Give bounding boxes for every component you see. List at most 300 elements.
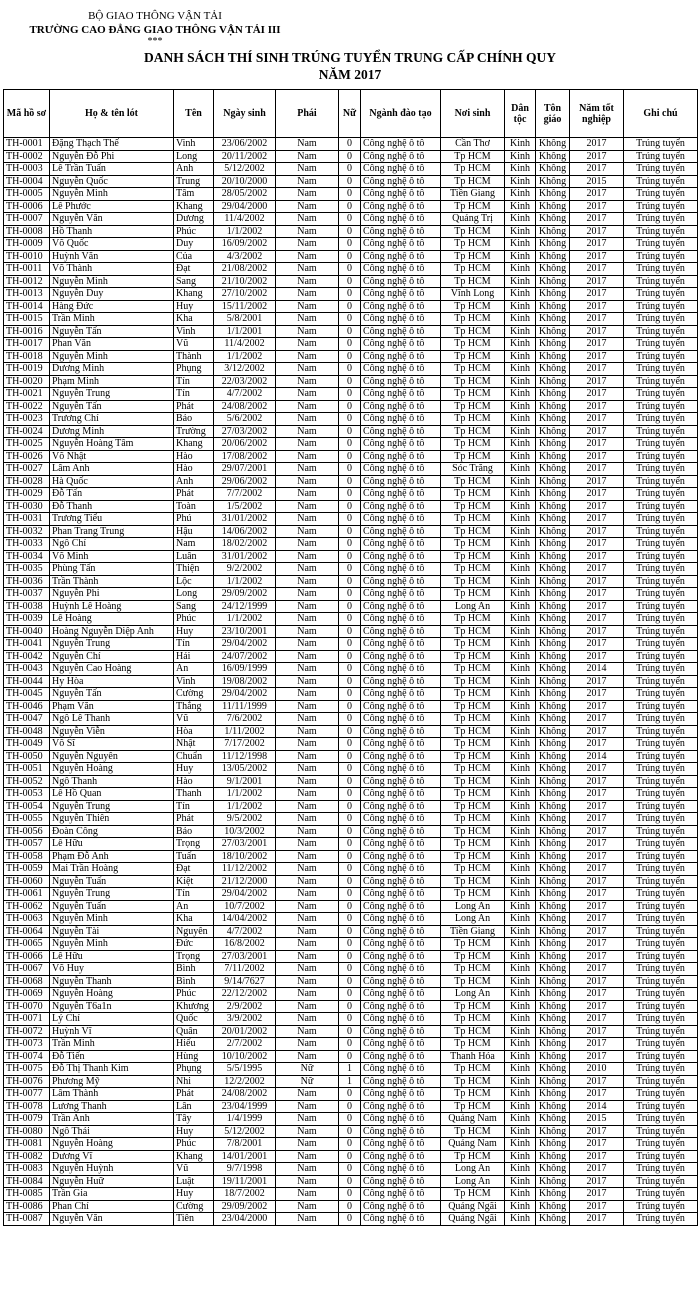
cell-nu: 0 — [339, 438, 361, 451]
cell-ma-ho-so: TH-0027 — [4, 463, 50, 476]
table-row — [4, 913, 698, 926]
cell-phai: Nam — [276, 638, 339, 651]
cell-ho-ten-lot: Trần Minh — [50, 1038, 174, 1051]
table-row — [4, 625, 698, 638]
cell-ho-ten-lot: Nguyễn Minh — [50, 913, 174, 926]
cell-ton-giao: Không — [536, 800, 570, 813]
cell-nu: 0 — [339, 850, 361, 863]
cell-nu: 0 — [339, 388, 361, 401]
cell-nam-tot-nghiep: 2017 — [570, 500, 624, 513]
cell-ghi-chu: Trúng tuyển — [624, 425, 698, 438]
cell-ho-ten-lot: Nguyễn Đỗ Phi — [50, 150, 174, 163]
cell-phai: Nam — [276, 425, 339, 438]
cell-ho-ten-lot: Phan Chí — [50, 1200, 174, 1213]
cell-ho-ten-lot: Nguyễn Trung — [50, 800, 174, 813]
cell-nam-tot-nghiep: 2017 — [570, 338, 624, 351]
cell-phai: Nam — [276, 1100, 339, 1113]
cell-ton-giao: Không — [536, 188, 570, 201]
cell-phai: Nam — [276, 1138, 339, 1151]
cell-ton-giao: Không — [536, 513, 570, 526]
cell-dan-toc: Kinh — [505, 400, 536, 413]
cell-dan-toc: Kinh — [505, 575, 536, 588]
cell-dan-toc: Kinh — [505, 913, 536, 926]
table-row — [4, 563, 698, 576]
cell-nu: 0 — [339, 925, 361, 938]
cell-nganh-dao-tao: Công nghệ ô tô — [361, 425, 441, 438]
cell-dan-toc: Kinh — [505, 363, 536, 376]
cell-nganh-dao-tao: Công nghệ ô tô — [361, 238, 441, 251]
cell-phai: Nam — [276, 825, 339, 838]
cell-ten: Thắng — [174, 700, 214, 713]
cell-nam-tot-nghiep: 2017 — [570, 925, 624, 938]
table-row — [4, 575, 698, 588]
cell-noi-sinh: Quảng Nam — [441, 1113, 505, 1126]
table-row — [4, 1125, 698, 1138]
cell-nu: 0 — [339, 1125, 361, 1138]
cell-ghi-chu: Trúng tuyển — [624, 788, 698, 801]
cell-ngay-sinh: 3/12/2002 — [214, 363, 276, 376]
cell-ma-ho-so: TH-0020 — [4, 375, 50, 388]
cell-ten: Tây — [174, 1113, 214, 1126]
cell-ho-ten-lot: Nguyễn Văn — [50, 1213, 174, 1226]
cell-ngay-sinh: 11/4/2002 — [214, 338, 276, 351]
cell-nu: 0 — [339, 363, 361, 376]
cell-nganh-dao-tao: Công nghệ ô tô — [361, 338, 441, 351]
cell-ghi-chu: Trúng tuyển — [624, 538, 698, 551]
cell-ho-ten-lot: Dương Vĩ — [50, 1150, 174, 1163]
cell-noi-sinh: Tp HCM — [441, 800, 505, 813]
cell-nam-tot-nghiep: 2017 — [570, 713, 624, 726]
cell-ho-ten-lot: Võ Nhật — [50, 450, 174, 463]
cell-noi-sinh: Tp HCM — [441, 263, 505, 276]
cell-ma-ho-so: TH-0043 — [4, 663, 50, 676]
cell-ho-ten-lot: Lê Hữu — [50, 950, 174, 963]
cell-noi-sinh: Quảng Nam — [441, 1138, 505, 1151]
cell-nu: 0 — [339, 988, 361, 1001]
cell-ghi-chu: Trúng tuyển — [624, 988, 698, 1001]
cell-ma-ho-so: TH-0004 — [4, 175, 50, 188]
cell-ton-giao: Không — [536, 625, 570, 638]
cell-noi-sinh: Tp HCM — [441, 388, 505, 401]
cell-ton-giao: Không — [536, 1150, 570, 1163]
cell-ten: Hiếu — [174, 1038, 214, 1051]
cell-dan-toc: Kinh — [505, 675, 536, 688]
cell-dan-toc: Kinh — [505, 688, 536, 701]
cell-ngay-sinh: 1/1/2002 — [214, 613, 276, 626]
cell-phai: Nam — [276, 338, 339, 351]
cell-nam-tot-nghiep: 2017 — [570, 813, 624, 826]
cell-phai: Nam — [276, 588, 339, 601]
cell-nam-tot-nghiep: 2017 — [570, 238, 624, 251]
cell-ton-giao: Không — [536, 950, 570, 963]
cell-phai: Nam — [276, 963, 339, 976]
col-ten-header: Tên — [174, 90, 214, 138]
cell-ghi-chu: Trúng tuyển — [624, 1063, 698, 1076]
cell-dan-toc: Kinh — [505, 138, 536, 151]
cell-ghi-chu: Trúng tuyển — [624, 275, 698, 288]
cell-nam-tot-nghiep: 2017 — [570, 700, 624, 713]
cell-ton-giao: Không — [536, 238, 570, 251]
cell-nam-tot-nghiep: 2015 — [570, 1113, 624, 1126]
cell-dan-toc: Kinh — [505, 550, 536, 563]
cell-nam-tot-nghiep: 2017 — [570, 575, 624, 588]
cell-ho-ten-lot: Hà Quốc — [50, 475, 174, 488]
cell-ten: Tín — [174, 800, 214, 813]
table-row — [4, 825, 698, 838]
cell-ho-ten-lot: Nguyễn Tấn — [50, 400, 174, 413]
cell-dan-toc: Kinh — [505, 263, 536, 276]
cell-ma-ho-so: TH-0048 — [4, 725, 50, 738]
cell-ten: Lân — [174, 1100, 214, 1113]
cell-ngay-sinh: 18/02/2002 — [214, 538, 276, 551]
cell-phai: Nam — [276, 488, 339, 501]
cell-dan-toc: Kinh — [505, 950, 536, 963]
cell-ghi-chu: Trúng tuyển — [624, 650, 698, 663]
cell-ho-ten-lot: Trương Chí — [50, 413, 174, 426]
cell-nam-tot-nghiep: 2017 — [570, 1088, 624, 1101]
cell-nganh-dao-tao: Công nghệ ô tô — [361, 800, 441, 813]
table-row — [4, 1013, 698, 1026]
cell-nam-tot-nghiep: 2017 — [570, 313, 624, 326]
cell-nam-tot-nghiep: 2017 — [570, 1163, 624, 1176]
cell-nganh-dao-tao: Công nghệ ô tô — [361, 738, 441, 751]
cell-nganh-dao-tao: Công nghệ ô tô — [361, 525, 441, 538]
cell-ton-giao: Không — [536, 525, 570, 538]
cell-phai: Nam — [276, 1163, 339, 1176]
cell-phai: Nam — [276, 788, 339, 801]
cell-nganh-dao-tao: Công nghệ ô tô — [361, 725, 441, 738]
table-row — [4, 588, 698, 601]
col-ton-giao-header: Tôn giáo — [536, 90, 570, 138]
cell-ho-ten-lot: Trần Minh — [50, 313, 174, 326]
table-row — [4, 688, 698, 701]
table-row — [4, 1200, 698, 1213]
cell-dan-toc: Kinh — [505, 425, 536, 438]
cell-ton-giao: Không — [536, 775, 570, 788]
cell-nu: 0 — [339, 975, 361, 988]
cell-noi-sinh: Tp HCM — [441, 1188, 505, 1201]
cell-ton-giao: Không — [536, 388, 570, 401]
cell-ton-giao: Không — [536, 825, 570, 838]
table-row — [4, 150, 698, 163]
cell-nam-tot-nghiep: 2017 — [570, 888, 624, 901]
cell-nu: 0 — [339, 813, 361, 826]
cell-phai: Nam — [276, 325, 339, 338]
cell-nam-tot-nghiep: 2017 — [570, 300, 624, 313]
cell-nam-tot-nghiep: 2017 — [570, 1050, 624, 1063]
table-row — [4, 413, 698, 426]
cell-noi-sinh: Tp HCM — [441, 738, 505, 751]
cell-noi-sinh: Tp HCM — [441, 163, 505, 176]
cell-ho-ten-lot: Lý Chí — [50, 1013, 174, 1026]
cell-noi-sinh: Tp HCM — [441, 850, 505, 863]
cell-noi-sinh: Tp HCM — [441, 725, 505, 738]
cell-phai: Nam — [276, 850, 339, 863]
cell-nu: 0 — [339, 1175, 361, 1188]
cell-ten: Huy — [174, 300, 214, 313]
cell-ngay-sinh: 13/05/2002 — [214, 763, 276, 776]
cell-ten: Hậu — [174, 525, 214, 538]
cell-ton-giao: Không — [536, 200, 570, 213]
cell-ma-ho-so: TH-0013 — [4, 288, 50, 301]
cell-nganh-dao-tao: Công nghệ ô tô — [361, 688, 441, 701]
cell-phai: Nam — [276, 863, 339, 876]
cell-nu: 0 — [339, 625, 361, 638]
cell-ngay-sinh: 16/8/2002 — [214, 938, 276, 951]
cell-nganh-dao-tao: Công nghệ ô tô — [361, 850, 441, 863]
col-noi-sinh-header: Nơi sinh — [441, 90, 505, 138]
cell-noi-sinh: Tp HCM — [441, 1063, 505, 1076]
cell-ma-ho-so: TH-0034 — [4, 550, 50, 563]
cell-nganh-dao-tao: Công nghệ ô tô — [361, 275, 441, 288]
cell-phai: Nam — [276, 138, 339, 151]
cell-nu: 0 — [339, 1200, 361, 1213]
cell-nganh-dao-tao: Công nghệ ô tô — [361, 975, 441, 988]
cell-nganh-dao-tao: Công nghệ ô tô — [361, 763, 441, 776]
cell-ngay-sinh: 23/04/2000 — [214, 1213, 276, 1226]
cell-noi-sinh: Tp HCM — [441, 1025, 505, 1038]
cell-nam-tot-nghiep: 2017 — [570, 738, 624, 751]
cell-ten: Hào — [174, 463, 214, 476]
cell-ma-ho-so: TH-0001 — [4, 138, 50, 151]
cell-ma-ho-so: TH-0042 — [4, 650, 50, 663]
cell-phai: Nam — [276, 375, 339, 388]
cell-nganh-dao-tao: Công nghệ ô tô — [361, 250, 441, 263]
cell-ghi-chu: Trúng tuyển — [624, 813, 698, 826]
cell-dan-toc: Kinh — [505, 563, 536, 576]
cell-phai: Nam — [276, 363, 339, 376]
cell-ma-ho-so: TH-0024 — [4, 425, 50, 438]
cell-nu: 0 — [339, 1013, 361, 1026]
cell-nganh-dao-tao: Công nghệ ô tô — [361, 775, 441, 788]
cell-phai: Nam — [276, 725, 339, 738]
cell-ngay-sinh: 11/11/1999 — [214, 700, 276, 713]
cell-nam-tot-nghiep: 2017 — [570, 863, 624, 876]
cell-ngay-sinh: 29/04/2000 — [214, 200, 276, 213]
cell-ten: Tín — [174, 638, 214, 651]
cell-ngay-sinh: 22/12/2002 — [214, 988, 276, 1001]
cell-ho-ten-lot: Trần Gia — [50, 1188, 174, 1201]
cell-nam-tot-nghiep: 2017 — [570, 350, 624, 363]
cell-phai: Nam — [276, 388, 339, 401]
cell-ten: Anh — [174, 163, 214, 176]
cell-nu: 0 — [339, 950, 361, 963]
cell-nam-tot-nghiep: 2017 — [570, 275, 624, 288]
table-row — [4, 1175, 698, 1188]
cell-ngay-sinh: 10/3/2002 — [214, 825, 276, 838]
cell-ngay-sinh: 1/1/2002 — [214, 225, 276, 238]
cell-ho-ten-lot: Nguyễn Tấn — [50, 325, 174, 338]
cell-dan-toc: Kinh — [505, 313, 536, 326]
cell-noi-sinh: Vĩnh Long — [441, 288, 505, 301]
cell-ghi-chu: Trúng tuyển — [624, 500, 698, 513]
cell-ton-giao: Không — [536, 1113, 570, 1126]
cell-ngay-sinh: 1/4/1999 — [214, 1113, 276, 1126]
cell-ton-giao: Không — [536, 975, 570, 988]
cell-ghi-chu: Trúng tuyển — [624, 1200, 698, 1213]
cell-ton-giao: Không — [536, 1013, 570, 1026]
cell-ton-giao: Không — [536, 788, 570, 801]
cell-ma-ho-so: TH-0009 — [4, 238, 50, 251]
cell-noi-sinh: Tp HCM — [441, 713, 505, 726]
cell-ghi-chu: Trúng tuyển — [624, 188, 698, 201]
cell-nganh-dao-tao: Công nghệ ô tô — [361, 575, 441, 588]
cell-ngay-sinh: 27/10/2002 — [214, 288, 276, 301]
cell-nam-tot-nghiep: 2017 — [570, 425, 624, 438]
cell-ton-giao: Không — [536, 913, 570, 926]
table-row — [4, 550, 698, 563]
cell-ton-giao: Không — [536, 138, 570, 151]
cell-nganh-dao-tao: Công nghệ ô tô — [361, 638, 441, 651]
cell-nganh-dao-tao: Công nghệ ô tô — [361, 175, 441, 188]
cell-dan-toc: Kinh — [505, 963, 536, 976]
cell-phai: Nam — [276, 988, 339, 1001]
cell-ma-ho-so: TH-0036 — [4, 575, 50, 588]
cell-nganh-dao-tao: Công nghệ ô tô — [361, 1213, 441, 1226]
cell-noi-sinh: Tp HCM — [441, 750, 505, 763]
cell-ton-giao: Không — [536, 163, 570, 176]
cell-ghi-chu: Trúng tuyển — [624, 300, 698, 313]
cell-nganh-dao-tao: Công nghệ ô tô — [361, 1025, 441, 1038]
cell-nganh-dao-tao: Công nghệ ô tô — [361, 513, 441, 526]
cell-noi-sinh: Tp HCM — [441, 300, 505, 313]
table-row — [4, 1063, 698, 1076]
cell-nu: 0 — [339, 413, 361, 426]
cell-nu: 0 — [339, 725, 361, 738]
cell-noi-sinh: Long An — [441, 1163, 505, 1176]
cell-ghi-chu: Trúng tuyển — [624, 375, 698, 388]
cell-noi-sinh: Tp HCM — [441, 1150, 505, 1163]
cell-nam-tot-nghiep: 2017 — [570, 200, 624, 213]
cell-ten: Phụng — [174, 1063, 214, 1076]
cell-noi-sinh: Tp HCM — [441, 813, 505, 826]
cell-ghi-chu: Trúng tuyển — [624, 638, 698, 651]
cell-phai: Nam — [276, 275, 339, 288]
cell-ho-ten-lot: Đỗ Thanh — [50, 500, 174, 513]
cell-ten: Hùng — [174, 1050, 214, 1063]
cell-phai: Nam — [276, 438, 339, 451]
cell-dan-toc: Kinh — [505, 600, 536, 613]
cell-noi-sinh: Tp HCM — [441, 250, 505, 263]
cell-noi-sinh: Tp HCM — [441, 225, 505, 238]
cell-noi-sinh: Quảng Ngãi — [441, 1200, 505, 1213]
cell-nam-tot-nghiep: 2017 — [570, 913, 624, 926]
cell-ghi-chu: Trúng tuyển — [624, 200, 698, 213]
cell-ma-ho-so: TH-0065 — [4, 938, 50, 951]
table-row — [4, 200, 698, 213]
cell-ngay-sinh: 22/03/2002 — [214, 375, 276, 388]
cell-dan-toc: Kinh — [505, 750, 536, 763]
cell-dan-toc: Kinh — [505, 1175, 536, 1188]
cell-ghi-chu: Trúng tuyển — [624, 163, 698, 176]
cell-noi-sinh: Tp HCM — [441, 588, 505, 601]
cell-ten: Vũ — [174, 713, 214, 726]
table-row — [4, 400, 698, 413]
table-row — [4, 950, 698, 963]
cell-noi-sinh: Quảng Trị — [441, 213, 505, 226]
cell-nam-tot-nghiep: 2017 — [570, 788, 624, 801]
cell-ngay-sinh: 9/1/2001 — [214, 775, 276, 788]
cell-phai: Nam — [276, 175, 339, 188]
cell-ma-ho-so: TH-0047 — [4, 713, 50, 726]
cell-ten: Luân — [174, 550, 214, 563]
cell-ton-giao: Không — [536, 563, 570, 576]
cell-ho-ten-lot: Nguyễn Tài — [50, 925, 174, 938]
cell-dan-toc: Kinh — [505, 250, 536, 263]
cell-dan-toc: Kinh — [505, 1125, 536, 1138]
cell-ton-giao: Không — [536, 738, 570, 751]
cell-nam-tot-nghiep: 2017 — [570, 263, 624, 276]
cell-dan-toc: Kinh — [505, 438, 536, 451]
cell-ghi-chu: Trúng tuyển — [624, 1025, 698, 1038]
cell-dan-toc: Kinh — [505, 513, 536, 526]
cell-ma-ho-so: TH-0017 — [4, 338, 50, 351]
cell-phai: Nam — [276, 1125, 339, 1138]
cell-dan-toc: Kinh — [505, 775, 536, 788]
table-row — [4, 875, 698, 888]
cell-ghi-chu: Trúng tuyển — [624, 450, 698, 463]
cell-ghi-chu: Trúng tuyển — [624, 400, 698, 413]
cell-noi-sinh: Tp HCM — [441, 1075, 505, 1088]
cell-ghi-chu: Trúng tuyển — [624, 213, 698, 226]
cell-ton-giao: Không — [536, 838, 570, 851]
cell-ghi-chu: Trúng tuyển — [624, 1175, 698, 1188]
cell-ho-ten-lot: Hy Hòa — [50, 675, 174, 688]
cell-ton-giao: Không — [536, 350, 570, 363]
cell-nu: 0 — [339, 1088, 361, 1101]
cell-ten: Nhật — [174, 738, 214, 751]
cell-noi-sinh: Tp HCM — [441, 950, 505, 963]
cell-ma-ho-so: TH-0076 — [4, 1075, 50, 1088]
cell-nganh-dao-tao: Công nghệ ô tô — [361, 1038, 441, 1051]
cell-dan-toc: Kinh — [505, 825, 536, 838]
cell-nam-tot-nghiep: 2017 — [570, 138, 624, 151]
cell-ngay-sinh: 11/4/2002 — [214, 213, 276, 226]
cell-nam-tot-nghiep: 2017 — [570, 150, 624, 163]
cell-ten: Bảo — [174, 413, 214, 426]
cell-ma-ho-so: TH-0085 — [4, 1188, 50, 1201]
cell-nganh-dao-tao: Công nghệ ô tô — [361, 325, 441, 338]
cell-nganh-dao-tao: Công nghệ ô tô — [361, 300, 441, 313]
cell-noi-sinh: Tp HCM — [441, 275, 505, 288]
table-row — [4, 325, 698, 338]
cell-ngay-sinh: 4/7/2002 — [214, 388, 276, 401]
cell-dan-toc: Kinh — [505, 813, 536, 826]
cell-ho-ten-lot: Nguyễn Duy — [50, 288, 174, 301]
cell-ton-giao: Không — [536, 1050, 570, 1063]
cell-ho-ten-lot: Đoàn Công — [50, 825, 174, 838]
cell-ten: Tín — [174, 388, 214, 401]
cell-ma-ho-so: TH-0069 — [4, 988, 50, 1001]
cell-ngay-sinh: 20/06/2002 — [214, 438, 276, 451]
table-row — [4, 638, 698, 651]
cell-ho-ten-lot: Ngô Thanh — [50, 775, 174, 788]
cell-dan-toc: Kinh — [505, 925, 536, 938]
cell-nu: 0 — [339, 575, 361, 588]
cell-ten: Hào — [174, 450, 214, 463]
cell-noi-sinh: Tp HCM — [441, 775, 505, 788]
cell-ghi-chu: Trúng tuyển — [624, 900, 698, 913]
cell-ten: Đức — [174, 938, 214, 951]
cell-ngay-sinh: 4/3/2002 — [214, 250, 276, 263]
cell-nam-tot-nghiep: 2017 — [570, 875, 624, 888]
cell-ten: Đạt — [174, 863, 214, 876]
cell-phai: Nam — [276, 475, 339, 488]
cell-nu: 0 — [339, 825, 361, 838]
cell-ghi-chu: Trúng tuyển — [624, 888, 698, 901]
cell-dan-toc: Kinh — [505, 1013, 536, 1026]
cell-ho-ten-lot: Ngô Lê Thanh — [50, 713, 174, 726]
